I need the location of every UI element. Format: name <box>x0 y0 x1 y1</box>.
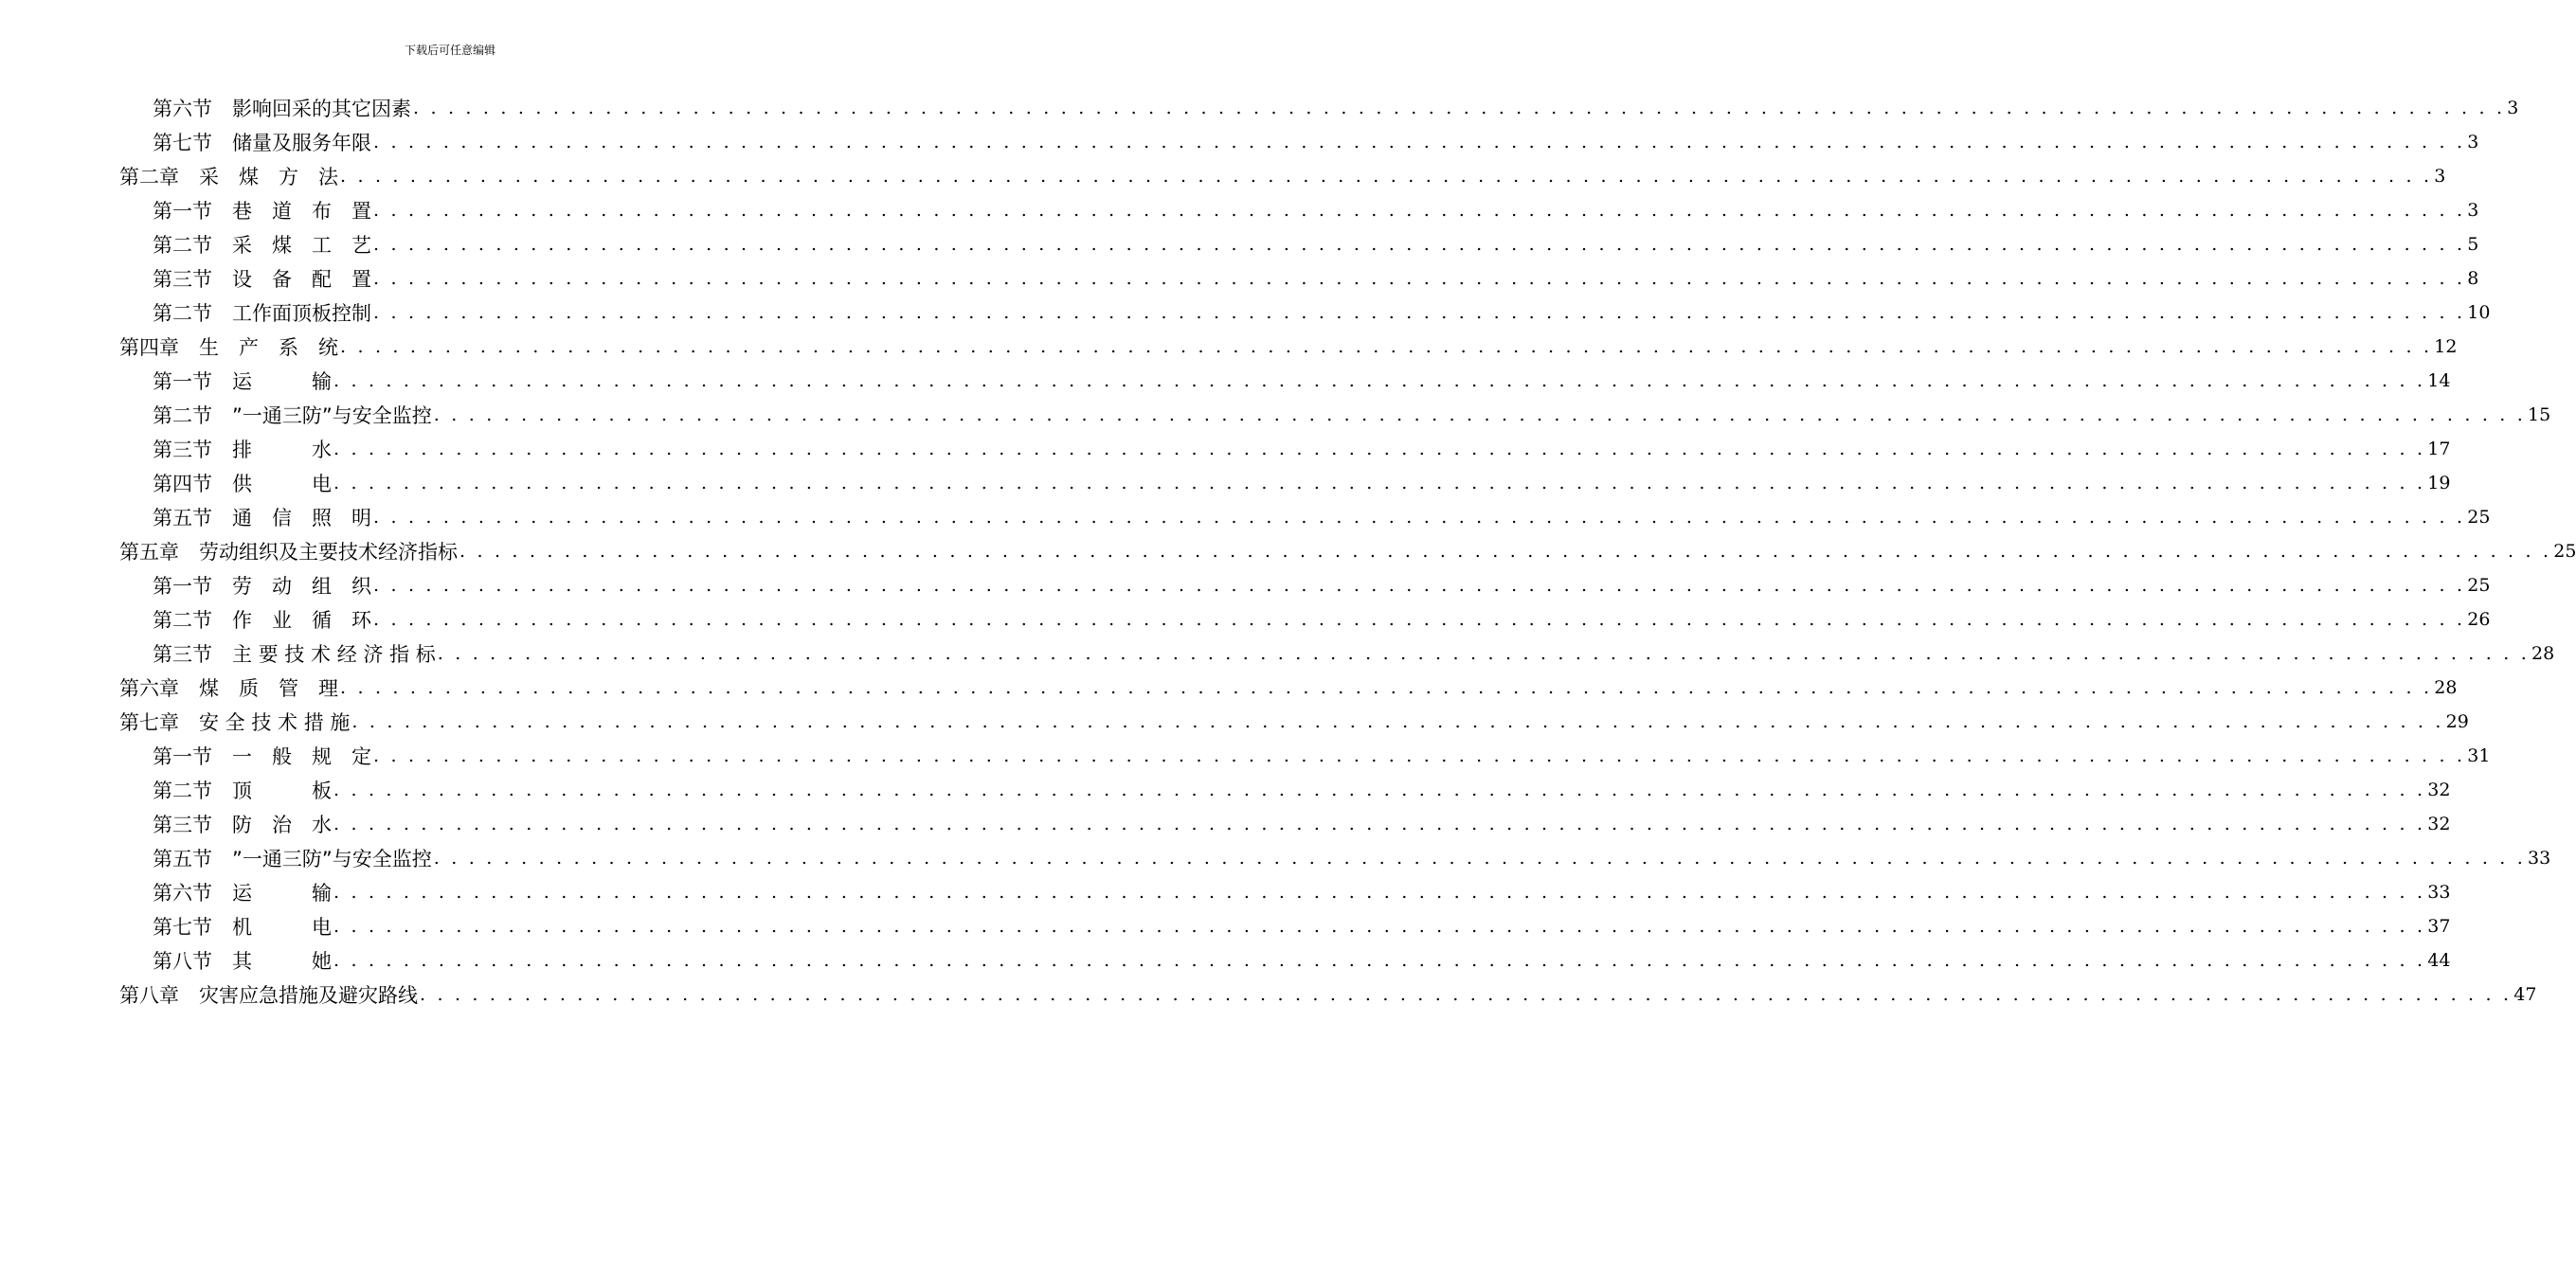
toc-page-number: 10 <box>2467 302 2491 323</box>
dot-leader: . . . . . . . . . . . . . . . . . . . . . . . . . . . . . . . . . . . . . . . . . . . . . . . . . . . . . . . . . . . . . . . . . . . . . . . . . . . . . . . . . . . . . . . . . . . . . . . . . . . . . . . . . . . . . . . . . . . . . . . . <box>373 745 2466 766</box>
dot-leader: . . . . . . . . . . . . . . . . . . . . . . . . . . . . . . . . . . . . . . . . . . . . . . . . . . . . . . . . . . . . . . . . . . . . . . . . . . . . . . . . . . . . . . . . . . . . . . . . . . . . . . . . . . . . . . . . . . . . . . . . <box>340 336 2433 357</box>
dot-leader: . . . . . . . . . . . . . . . . . . . . . . . . . . . . . . . . . . . . . . . . . . . . . . . . . . . . . . . . . . . . . . . . . . . . . . . . . . . . . . . . . . . . . . . . . . . . . . . . . . . . . . . . . . . . . . . . . . . . . . . . <box>333 882 2426 903</box>
toc-chapter-entry[interactable] <box>119 330 2458 364</box>
toc-page-number: 12 <box>2434 336 2458 357</box>
toc-entry-label: 第八章 灾害应急措施及避灾路线 <box>119 984 418 1007</box>
dot-leader: . . . . . . . . . . . . . . . . . . . . . . . . . . . . . . . . . . . . . . . . . . . . . . . . . . . . . . . . . . . . . . . . . . . . . . . . . . . . . . . . . . . . . . . . . . . . . . . . . . . . . . . . . . . . . . . . . . . . . . . . <box>373 575 2466 596</box>
toc-page-number: 3 <box>2507 98 2519 118</box>
toc-section-entry[interactable] <box>153 466 2451 500</box>
toc-page-number: 32 <box>2427 814 2451 834</box>
toc-page-number: 47 <box>2513 984 2537 1005</box>
toc-entry-label: 第二节 ”一通三防”与安全监控 <box>153 404 432 427</box>
toc-section-entry[interactable] <box>153 296 2491 330</box>
dot-leader: . . . . . . . . . . . . . . . . . . . . . . . . . . . . . . . . . . . . . . . . . . . . . . . . . . . . . . . . . . . . . . . . . . . . . . . . . . . . . . . . . . . . . . . . . . . . . . . . . . . . . . . . . . . . . . . . . . . . . . . . <box>373 507 2466 528</box>
toc-page-number: 26 <box>2467 609 2491 630</box>
toc-entry-label: 第三节 排 水 <box>153 439 332 461</box>
dot-leader: . . . . . . . . . . . . . . . . . . . . . . . . . . . . . . . . . . . . . . . . . . . . . . . . . . . . . . . . . . . . . . . . . . . . . . . . . . . . . . . . . . . . . . . . . . . . . . . . . . . . . . . . . . . . . . . . . . . . . . . . <box>373 200 2466 221</box>
toc-section-entry[interactable] <box>153 568 2491 602</box>
toc-page-number: 3 <box>2434 166 2446 187</box>
toc-page-number: 25 <box>2467 507 2491 528</box>
dot-leader: . . . . . . . . . . . . . . . . . . . . . . . . . . . . . . . . . . . . . . . . . . . . . . . . . . . . . . . . . . . . . . . . . . . . . . . . . . . . . . . . . . . . . . . . . . . . . . . . . . . . . . . . . . . . . . . . . . . . . . . . <box>433 848 2527 869</box>
toc-entry-label: 第一节 一 般 规 定 <box>153 745 371 768</box>
toc-page-number: 8 <box>2467 268 2479 289</box>
page-header-note: 下载后可任意编辑 <box>404 44 495 57</box>
toc-entry-label: 第六节 运 输 <box>153 882 332 905</box>
toc-chapter-entry[interactable] <box>119 671 2458 705</box>
toc-entry-label: 第六节 影响回采的其它因素 <box>153 98 411 120</box>
toc-page-number: 33 <box>2528 848 2551 869</box>
toc-section-entry[interactable] <box>153 636 2555 671</box>
toc-section-entry[interactable] <box>153 193 2479 227</box>
toc-entry-label: 第一节 运 输 <box>153 370 332 393</box>
toc-entry-label: 第八节 其 她 <box>153 950 332 973</box>
toc-page-number: 37 <box>2427 916 2451 937</box>
toc-chapter-entry[interactable] <box>119 534 2576 568</box>
toc-page-number: 15 <box>2528 404 2551 425</box>
dot-leader: . . . . . . . . . . . . . . . . . . . . . . . . . . . . . . . . . . . . . . . . . . . . . . . . . . . . . . . . . . . . . . . . . . . . . . . . . . . . . . . . . . . . . . . . . . . . . . . . . . . . . . . . . . . . . . . . . . . . . . . . <box>433 404 2527 425</box>
dot-leader: . . . . . . . . . . . . . . . . . . . . . . . . . . . . . . . . . . . . . . . . . . . . . . . . . . . . . . . . . . . . . . . . . . . . . . . . . . . . . . . . . . . . . . . . . . . . . . . . . . . . . . . . . . . . . . . . . . . . . . . . <box>340 166 2433 187</box>
toc-entry-label: 第五节 ”一通三防”与安全监控 <box>153 848 432 870</box>
toc-entry-label: 第五节 通 信 照 明 <box>153 507 371 529</box>
dot-leader: . . . . . . . . . . . . . . . . . . . . . . . . . . . . . . . . . . . . . . . . . . . . . . . . . . . . . . . . . . . . . . . . . . . . . . . . . . . . . . . . . . . . . . . . . . . . . . . . . . . . . . . . . . . . . . . . . . . . . . . . <box>420 984 2513 1005</box>
toc-section-entry[interactable] <box>153 125 2479 159</box>
toc-page-number: 44 <box>2427 950 2451 971</box>
dot-leader: . . . . . . . . . . . . . . . . . . . . . . . . . . . . . . . . . . . . . . . . . . . . . . . . . . . . . . . . . . . . . . . . . . . . . . . . . . . . . . . . . . . . . . . . . . . . . . . . . . . . . . . . . . . . . . . . . . . . . . . . <box>459 541 2552 562</box>
toc-entry-label: 第三节 防 治 水 <box>153 814 332 836</box>
dot-leader: . . . . . . . . . . . . . . . . . . . . . . . . . . . . . . . . . . . . . . . . . . . . . . . . . . . . . . . . . . . . . . . . . . . . . . . . . . . . . . . . . . . . . . . . . . . . . . . . . . . . . . . . . . . . . . . . . . . . . . . . <box>413 98 2506 118</box>
toc-entry-label: 第二节 采 煤 工 艺 <box>153 234 371 257</box>
toc-entry-label: 第三节 主 要 技 术 经 济 指 标 <box>153 643 436 666</box>
toc-entry-label: 第二节 作 业 循 环 <box>153 609 371 632</box>
toc-section-entry[interactable] <box>153 432 2451 466</box>
toc-section-entry[interactable] <box>153 227 2479 261</box>
toc-section-entry[interactable] <box>153 261 2479 296</box>
toc-entry-label: 第四章 生 产 系 统 <box>119 336 338 359</box>
toc-section-entry[interactable] <box>153 841 2551 875</box>
toc-chapter-entry[interactable] <box>119 705 2469 739</box>
dot-leader: . . . . . . . . . . . . . . . . . . . . . . . . . . . . . . . . . . . . . . . . . . . . . . . . . . . . . . . . . . . . . . . . . . . . . . . . . . . . . . . . . . . . . . . . . . . . . . . . . . . . . . . . . . . . . . . . . . . . . . . . <box>373 234 2466 255</box>
toc-page-number: 29 <box>2445 711 2469 732</box>
toc-section-entry[interactable] <box>153 364 2451 398</box>
toc-entry-label: 第三节 设 备 配 置 <box>153 268 371 291</box>
toc-page-number: 32 <box>2427 780 2451 800</box>
toc-entry-label: 第四节 供 电 <box>153 473 332 495</box>
toc-section-entry[interactable] <box>153 943 2451 977</box>
toc-page-number: 14 <box>2427 370 2451 391</box>
toc-entry-label: 第一节 劳 动 组 织 <box>153 575 371 598</box>
toc-page-number: 28 <box>2434 677 2458 698</box>
toc-page-number: 25 <box>2553 541 2576 562</box>
toc-entry-label: 第二章 采 煤 方 法 <box>119 166 338 188</box>
dot-leader: . . . . . . . . . . . . . . . . . . . . . . . . . . . . . . . . . . . . . . . . . . . . . . . . . . . . . . . . . . . . . . . . . . . . . . . . . . . . . . . . . . . . . . . . . . . . . . . . . . . . . . . . . . . . . . . . . . . . . . . . <box>333 473 2426 493</box>
toc-entry-label: 第七节 储量及服务年限 <box>153 132 371 154</box>
toc-page-number: 3 <box>2467 200 2479 221</box>
toc-page-number: 17 <box>2427 439 2451 459</box>
toc-chapter-entry[interactable] <box>119 159 2446 193</box>
toc-entry-label: 第七章 安 全 技 术 措 施 <box>119 711 351 734</box>
toc-section-entry[interactable] <box>153 739 2491 773</box>
toc-chapter-entry[interactable] <box>119 977 2537 1012</box>
dot-leader: . . . . . . . . . . . . . . . . . . . . . . . . . . . . . . . . . . . . . . . . . . . . . . . . . . . . . . . . . . . . . . . . . . . . . . . . . . . . . . . . . . . . . . . . . . . . . . . . . . . . . . . . . . . . . . . . . . . . . . . . <box>333 814 2426 834</box>
toc-section-entry[interactable] <box>153 91 2519 125</box>
dot-leader: . . . . . . . . . . . . . . . . . . . . . . . . . . . . . . . . . . . . . . . . . . . . . . . . . . . . . . . . . . . . . . . . . . . . . . . . . . . . . . . . . . . . . . . . . . . . . . . . . . . . . . . . . . . . . . . . . . . . . . . . <box>437 643 2530 664</box>
toc-section-entry[interactable] <box>153 875 2451 909</box>
toc-page-number: 19 <box>2427 473 2451 493</box>
toc-section-entry[interactable] <box>153 807 2451 841</box>
toc-entry-label: 第二节 工作面顶板控制 <box>153 302 371 325</box>
dot-leader: . . . . . . . . . . . . . . . . . . . . . . . . . . . . . . . . . . . . . . . . . . . . . . . . . . . . . . . . . . . . . . . . . . . . . . . . . . . . . . . . . . . . . . . . . . . . . . . . . . . . . . . . . . . . . . . . . . . . . . . . <box>333 370 2426 391</box>
dot-leader: . . . . . . . . . . . . . . . . . . . . . . . . . . . . . . . . . . . . . . . . . . . . . . . . . . . . . . . . . . . . . . . . . . . . . . . . . . . . . . . . . . . . . . . . . . . . . . . . . . . . . . . . . . . . . . . . . . . . . . . . <box>373 302 2466 323</box>
toc-page-number: 31 <box>2467 745 2491 766</box>
dot-leader: . . . . . . . . . . . . . . . . . . . . . . . . . . . . . . . . . . . . . . . . . . . . . . . . . . . . . . . . . . . . . . . . . . . . . . . . . . . . . . . . . . . . . . . . . . . . . . . . . . . . . . . . . . . . . . . . . . . . . . . . <box>373 609 2466 630</box>
dot-leader: . . . . . . . . . . . . . . . . . . . . . . . . . . . . . . . . . . . . . . . . . . . . . . . . . . . . . . . . . . . . . . . . . . . . . . . . . . . . . . . . . . . . . . . . . . . . . . . . . . . . . . . . . . . . . . . . . . . . . . . . <box>333 439 2426 459</box>
dot-leader: . . . . . . . . . . . . . . . . . . . . . . . . . . . . . . . . . . . . . . . . . . . . . . . . . . . . . . . . . . . . . . . . . . . . . . . . . . . . . . . . . . . . . . . . . . . . . . . . . . . . . . . . . . . . . . . . . . . . . . . . <box>333 916 2426 937</box>
toc-page-number: 28 <box>2531 643 2555 664</box>
dot-leader: . . . . . . . . . . . . . . . . . . . . . . . . . . . . . . . . . . . . . . . . . . . . . . . . . . . . . . . . . . . . . . . . . . . . . . . . . . . . . . . . . . . . . . . . . . . . . . . . . . . . . . . . . . . . . . . . . . . . . . . . <box>351 711 2444 732</box>
dot-leader: . . . . . . . . . . . . . . . . . . . . . . . . . . . . . . . . . . . . . . . . . . . . . . . . . . . . . . . . . . . . . . . . . . . . . . . . . . . . . . . . . . . . . . . . . . . . . . . . . . . . . . . . . . . . . . . . . . . . . . . . <box>333 950 2426 971</box>
toc-page-number: 3 <box>2467 132 2479 152</box>
toc-page-number: 25 <box>2467 575 2491 596</box>
dot-leader: . . . . . . . . . . . . . . . . . . . . . . . . . . . . . . . . . . . . . . . . . . . . . . . . . . . . . . . . . . . . . . . . . . . . . . . . . . . . . . . . . . . . . . . . . . . . . . . . . . . . . . . . . . . . . . . . . . . . . . . . <box>333 780 2426 800</box>
toc-section-entry[interactable] <box>153 773 2451 807</box>
toc-entry-label: 第五章 劳动组织及主要技术经济指标 <box>119 541 458 564</box>
dot-leader: . . . . . . . . . . . . . . . . . . . . . . . . . . . . . . . . . . . . . . . . . . . . . . . . . . . . . . . . . . . . . . . . . . . . . . . . . . . . . . . . . . . . . . . . . . . . . . . . . . . . . . . . . . . . . . . . . . . . . . . . <box>373 268 2466 289</box>
toc-entry-label: 第一节 巷 道 布 置 <box>153 200 371 223</box>
toc-entry-label: 第六章 煤 质 管 理 <box>119 677 338 700</box>
toc-section-entry[interactable] <box>153 500 2491 534</box>
toc-section-entry[interactable] <box>153 909 2451 943</box>
toc-section-entry[interactable] <box>153 398 2551 432</box>
dot-leader: . . . . . . . . . . . . . . . . . . . . . . . . . . . . . . . . . . . . . . . . . . . . . . . . . . . . . . . . . . . . . . . . . . . . . . . . . . . . . . . . . . . . . . . . . . . . . . . . . . . . . . . . . . . . . . . . . . . . . . . . <box>340 677 2433 698</box>
toc-page-number: 5 <box>2467 234 2479 255</box>
toc-section-entry[interactable] <box>153 602 2491 636</box>
dot-leader: . . . . . . . . . . . . . . . . . . . . . . . . . . . . . . . . . . . . . . . . . . . . . . . . . . . . . . . . . . . . . . . . . . . . . . . . . . . . . . . . . . . . . . . . . . . . . . . . . . . . . . . . . . . . . . . . . . . . . . . . <box>373 132 2466 152</box>
toc-entry-label: 第二节 顶 板 <box>153 780 332 802</box>
toc-entry-label: 第七节 机 电 <box>153 916 332 939</box>
toc-page-number: 33 <box>2427 882 2451 903</box>
